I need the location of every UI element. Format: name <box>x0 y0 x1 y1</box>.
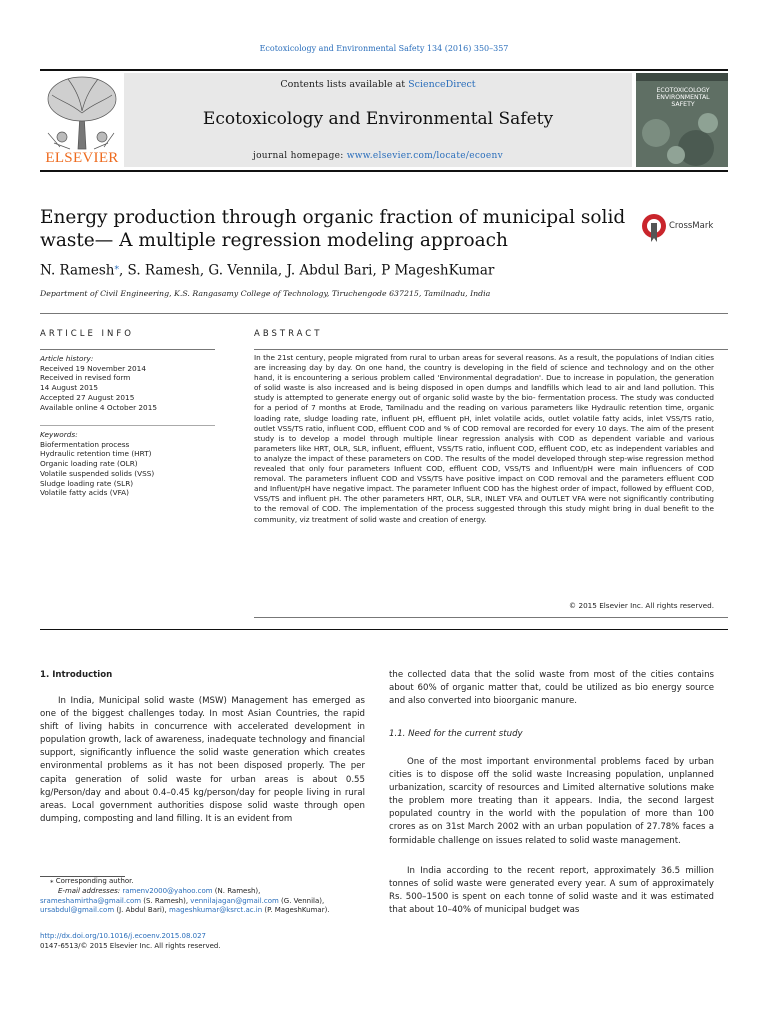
journal-reference-link[interactable]: Ecotoxicology and Environmental Safety 134 (2016) 350–357 <box>259 44 509 53</box>
header-rule-top <box>40 69 728 71</box>
cover-title <box>642 87 724 108</box>
keyword-item: Volatile suspended solids (VSS) <box>40 468 155 478</box>
history-item: Received 19 November 2014 <box>40 363 146 373</box>
abstract-rule <box>254 349 728 350</box>
keyword-item: Organic loading rate (OLR) <box>40 459 138 469</box>
body-paragraph: In India, Municipal solid waste (MSW) Management has emerged as one of the biggest challenges today. In most Asian Countries, the rapid shift of living habits in concurrence with accelerated development in population growth, lack of awareness, inadequate technology and financial support, significantly influence the solid waste generation which creates environmental problems as it has not been disposed properly. The per capita generation of solid waste for urban areas is about 0.55 kg/Person/day and about 0.4–0.45 kg/person/day for people living in rural areas. Local government authorities dispose solid waste through open dumping, composting and land filling. It is an evident from <box>40 696 365 824</box>
article-info-heading: ARTICLE INFO <box>40 329 134 339</box>
email-link[interactable]: vennilajagan@gmail.com <box>190 896 279 905</box>
keyword-item: Biofermentation process <box>40 439 130 449</box>
cover-line: ECOTOXICOLOGY <box>656 87 710 94</box>
email-owner: (G. Vennila), <box>278 896 325 905</box>
keyword-item: Volatile fatty acids (VFA) <box>40 488 129 498</box>
article-history <box>40 354 215 412</box>
homepage-line <box>124 151 632 161</box>
email-line <box>40 897 365 907</box>
other-authors: , S. Ramesh, G. Vennila, J. Abdul Bari, P MageshKumar <box>118 262 495 279</box>
doi-block <box>40 931 365 951</box>
elsevier-tree-icon <box>40 73 122 151</box>
main-rule <box>40 629 728 630</box>
issn-line: 0147-6513/© 2015 Elsevier Inc. All rights reserved. <box>40 942 221 950</box>
homepage-prefix: journal homepage: <box>252 151 347 161</box>
section-heading-introduction: 1. Introduction <box>40 670 113 680</box>
email-label: E-mail addresses: <box>58 886 123 895</box>
email-owner: (J. Abdul Bari), <box>114 906 169 915</box>
publisher-logo-text: ELSEVIER <box>45 150 119 166</box>
email-link[interactable]: ramenv2000@yahoo.com <box>122 886 213 895</box>
contents-line <box>124 79 632 90</box>
email-owner: (S. Ramesh), <box>141 896 191 905</box>
subsection-heading: 1.1. Need for the current study <box>389 729 523 739</box>
author-list <box>40 262 680 279</box>
contents-prefix: Contents lists available at <box>280 79 409 90</box>
email-link[interactable]: ursabdul@gmail.com <box>40 906 115 915</box>
keywords-label: Keywords: <box>40 430 78 439</box>
info-divider <box>40 425 215 426</box>
section-rule <box>40 313 728 314</box>
header-rule-bottom <box>40 170 728 172</box>
cover-line: SAFETY <box>671 101 695 108</box>
abstract-copyright: © 2015 Elsevier Inc. All rights reserved. <box>568 601 714 610</box>
history-item: Available online 4 October 2015 <box>40 402 157 412</box>
crossmark-icon <box>641 212 667 242</box>
abstract-text: In the 21st century, people migrated from rural to urban areas for several reasons. As a result, the populations of Indian cities are increasing day by day. On one hand, the country is developing in the field of science and technology and on the other hand, it is encountering a serious problem called 'Environmental degradation'. Due to increase in population, the generation of solid waste is also increased and is being disposed in open dumps and landfills which lead to air and land pollution. This study is attempted to generate energy out of organic solid waste by the bio- fermentation process. The study was conducted for a period of 7 months at Erode, Tamilnadu and the reading on various parameters like Hydraulic retention time, organic loading rate, sludge loading rate, influent pH, effluent pH, inlet volatile acids, outlet volatile fatty acids, inlet VSS/TS ratio, outlet VSS/TS ratio, influent COD, effluent COD and % of COD removal are recorded for every 10 days. The aim of the present study is to develop a model through multiple linear regression analysis with COD as dependent variable and various parameters like HRT, OLR, SLR, influent, effluent, VSS/TS ratio, influent COD, effluent COD, etc as independent variables and to analyze the impact of these parameters on COD. The results of the model developed through step-wise regression method revealed that only four parameters Influent COD, effluent COD, VSS/TS and Influent/pH were main influencers of COD removal. The parameters influent COD and VSS/TS have positive impact on COD removal and the parameters effluent COD and Influent/pH have negative impact. The parameter Influent COD has the highest order of impact, followed by effluent COD, VSS/TS and influent pH. The other parameters HRT, OLR, SLR, INLET VFA and OUTLET VFA were not significantly contributing to the removal of COD. The implementation of the process suggested through this study might bring in dual benefit to the community, viz treatment of solid waste and creation of energy. <box>254 353 714 524</box>
keyword-item: Sludge loading rate (SLR) <box>40 478 134 488</box>
journal-homepage-link[interactable]: www.elsevier.com/locate/ecoenv <box>346 151 503 161</box>
journal-title: Ecotoxicology and Environmental Safety <box>202 109 554 129</box>
crossmark-button[interactable] <box>641 212 731 242</box>
first-author: N. Ramesh <box>40 262 115 279</box>
history-item: Received in revised form <box>40 373 131 383</box>
doi-link[interactable]: http://dx.doi.org/10.1016/j.ecoenv.2015.08.027 <box>40 932 207 940</box>
corresponding-author-note: ⁎ Corresponding author. <box>50 877 134 885</box>
email-link[interactable]: mageshkumar@ksrct.ac.in <box>169 906 263 915</box>
body-paragraph: the collected data that the solid waste from most of the cities contains about 60% of organic matter that, could be utilized as bio energy source and also converted into bioorganic manure. <box>389 670 714 707</box>
history-item: 14 August 2015 <box>40 383 99 393</box>
info-rule <box>40 349 215 350</box>
journal-banner <box>124 73 632 167</box>
abstract-rule-bottom <box>254 617 728 618</box>
affiliation: Department of Civil Engineering, K.S. Rangasamy College of Technology, Tiruchengode 637215, Tamilnadu, India <box>40 289 491 298</box>
corresponding-author-mark[interactable]: ⁎ <box>114 262 119 272</box>
body-paragraph: One of the most important environmental problems faced by urban cities is to dispose off the solid waste Increasing population, unplanned urbanization, scarcity of resources and Limited alternative solutions make the problem more treating than it appears. India, the second largest populated country in the world with the population of more than 100 crores as on 31st March 2002 with an urban population of 27.78% faces a formidable challenge on issues related to solid waste management. <box>389 757 714 846</box>
cover-line: ENVIRONMENTAL <box>656 94 710 101</box>
abstract-heading: ABSTRACT <box>254 329 323 339</box>
journal-cover-image <box>636 73 728 167</box>
history-item: Accepted 27 August 2015 <box>40 392 135 402</box>
email-link[interactable]: srameshamirtha@gmail.com <box>40 896 142 905</box>
keyword-item: Hydraulic retention time (HRT) <box>40 449 152 459</box>
keywords <box>40 430 215 498</box>
sciencedirect-link[interactable]: ScienceDirect <box>408 79 476 90</box>
email-owner: (P. MageshKumar). <box>262 906 330 915</box>
email-line <box>40 887 365 897</box>
body-paragraph: In India according to the recent report, approximately 36.5 million tonnes of solid waste were generated every year. A sum of approximately Rs. 500–1500 is spent on each tonne of solid waste and it was estimated that about 10–40% of municipal budget was <box>389 866 714 916</box>
history-label: Article history: <box>40 354 94 363</box>
article-title: Energy production through organic fraction of municipal solid waste— A multiple regression modeling approach <box>40 207 626 251</box>
email-owner: (N. Ramesh), <box>212 886 261 895</box>
crossmark-label: CrossMark <box>669 221 714 231</box>
email-line <box>40 906 365 916</box>
footnotes <box>40 877 365 916</box>
